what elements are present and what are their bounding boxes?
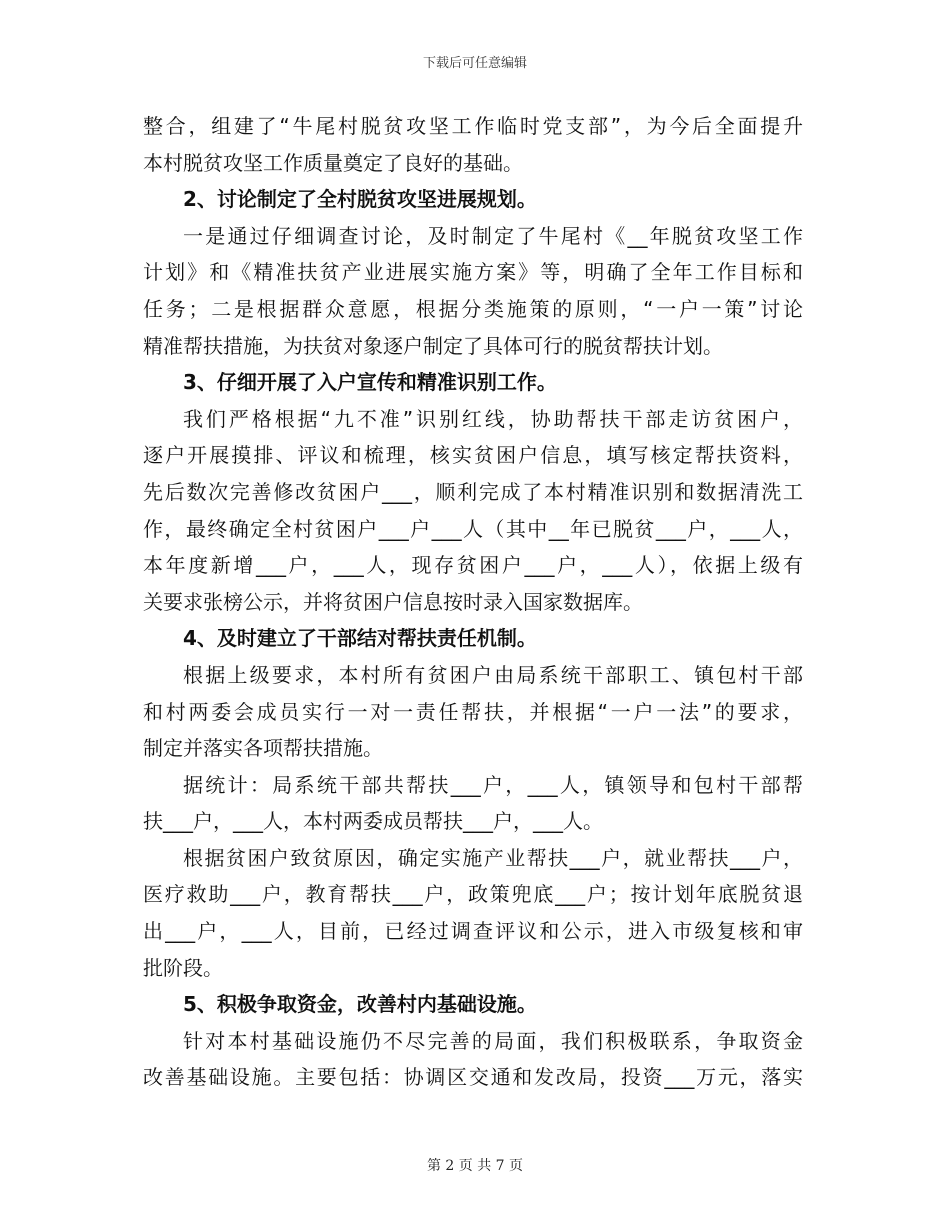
section-heading: 2、讨论制定了全村脱贫攻坚进展规划。: [183, 187, 537, 212]
paragraph-line: 根据贫困户致贫原因，确定实施产业帮扶___户，就业帮扶___户，: [183, 845, 803, 870]
section-heading: 3、仔细开展了入户宣传和精准识别工作。: [183, 370, 557, 395]
paragraph-line: 一是通过仔细调查讨论，及时制定了牛尾村《__年脱贫攻坚工作: [183, 223, 803, 248]
paragraph-line: 针对本村基础设施仍不尽完善的局面，我们积极联系，争取资金: [183, 1028, 803, 1053]
paragraph-line: 改善基础设施。主要包括：协调区交通和发改局，投资___万元，落实: [143, 1065, 803, 1090]
paragraph-line: 本年度新增___户，___人，现存贫困户___户，___人），依据上级有: [143, 553, 803, 578]
paragraph-line: 医疗救助___户，教育帮扶___户，政策兜底___户；按计划年底脱贫退: [143, 882, 803, 907]
paragraph-line: 精准帮扶措施，为扶贫对象逐户制定了具体可行的脱贫帮扶计划。: [143, 333, 723, 358]
paragraph-line: 根据上级要求，本村所有贫困户由局系统干部职工、镇包村干部: [183, 662, 803, 687]
paragraph-line: 批阶段。: [143, 955, 223, 980]
paragraph-line: 作，最终确定全村贫困户___户___人（其中__年已脱贫___户，___人，: [143, 516, 803, 541]
paragraph-line: 逐户开展摸排、评议和梳理，核实贫困户信息，填写核定帮扶资料，: [143, 443, 803, 468]
paragraph-line: 制定并落实各项帮扶措施。: [143, 736, 383, 761]
paragraph-line: 关要求张榜公示，并将贫困户信息按时录入国家数据库。: [143, 589, 643, 614]
paragraph-line: 出___户，___人，目前，已经过调查评议和公示，进入市级复核和审: [143, 919, 803, 944]
paragraph-line: 先后数次完善修改贫困户___，顺利完成了本村精准识别和数据清洗工: [143, 479, 803, 504]
paragraph-line: 扶___户，___人，本村两委成员帮扶___户，___人。: [143, 809, 603, 834]
paragraph-line: 据统计：局系统干部共帮扶___户，___人，镇领导和包村干部帮: [183, 772, 803, 797]
paragraph-line: 本村脱贫攻坚工作质量奠定了良好的基础。: [143, 150, 523, 175]
document-body: [143, 108, 803, 1096]
section-heading: 4、及时建立了干部结对帮扶责任机制。: [183, 626, 537, 651]
paragraph-line: 计划》和《精准扶贫产业进展实施方案》等，明确了全年工作目标和: [143, 260, 803, 285]
paragraph-line: 和村两委会成员实行一对一责任帮扶，并根据“一户一法”的要求，: [143, 699, 803, 724]
paragraph-line: 任务；二是根据群众意愿，根据分类施策的原则，“一户一策”讨论: [143, 296, 803, 321]
paragraph-line: 整合，组建了“牛尾村脱贫攻坚工作临时党支部”，为今后全面提升: [143, 114, 803, 138]
section-heading: 5、积极争取资金，改善村内基础设施。: [183, 992, 537, 1017]
paragraph-line: 我们严格根据“九不准”识别红线，协助帮扶干部走访贫困户，: [183, 406, 803, 431]
page-header: 下载后可任意编辑: [422, 56, 527, 71]
page-footer: 第 2 页 共 7 页: [426, 1158, 524, 1174]
